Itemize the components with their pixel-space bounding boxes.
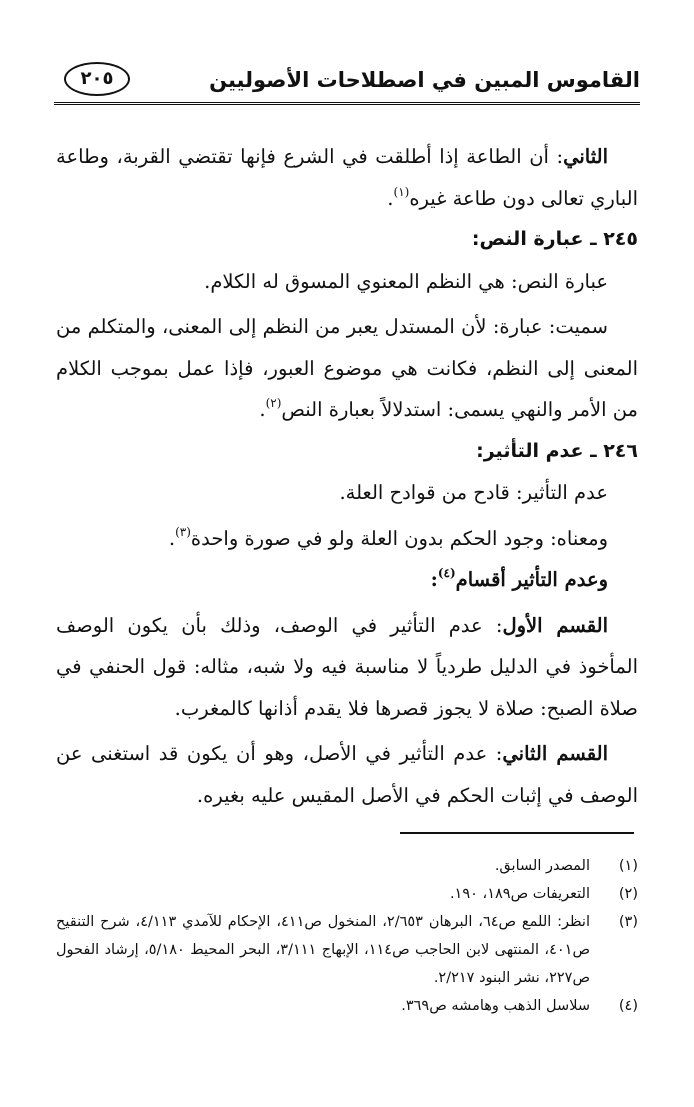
para-text: سميت: عبارة: لأن المستدل يعبر من النظم إلى المعنى، والمتكلم من المعنى إلى النظم، فكانت هي موضوع العبور، فإذا عمل بموجب الكلام من الأمر والنهي يسمى: استدلالاً بعبارة النص	[56, 315, 638, 421]
paragraph-ibarat-definition: عبارة النص: هي النظم المعنوي المسوق له الكلام.	[204, 269, 608, 293]
paragraph-second-reason	[56, 136, 638, 219]
para-end: :	[430, 568, 438, 591]
footnote-ref: (٢)	[265, 396, 282, 410]
footnote-rule	[400, 832, 634, 834]
para-end: .	[168, 526, 176, 550]
footnote-item	[56, 852, 638, 880]
footnote-ref: (٣)	[175, 524, 191, 539]
heading-245: ٢٤٥ ـ عبارة النص:	[471, 228, 638, 250]
para-end: .	[387, 186, 394, 210]
para-lead: الثاني	[563, 145, 608, 168]
footnote-number: (٢)	[618, 886, 638, 902]
para-text: : عدم التأثير في الوصف، وذلك بأن يكون الوصف المأخوذ في الدليل طردياً لا مناسبة فيه ولا شبه، مثاله: قول الحنفي في صلاة الصبح: صلاة لا يجوز قصرها فلا يقدم أذانها كالمغرب.	[56, 613, 638, 720]
footnote-number: (١)	[618, 858, 638, 874]
paragraph-meaning	[56, 518, 638, 560]
para-text: وعدم التأثير أقسام	[455, 568, 608, 591]
footnote-text: انظر: اللمع ص٦٤، البرهان ٢/٦٥٣، المنخول ص٤١١، الإحكام للآمدي ٤/١١٣، شرح التنقيح ص٤٠١، المنتهى لابن الحاجب ص١١٤، الإبهاج ٣/١١١، البحر المحيط ٥/١٨٠، إرشاد الفحول ص٢٢٧، نشر البنود ٢/٢١٧.	[56, 914, 591, 986]
page-number: ٢٠٥	[64, 62, 130, 96]
page-body	[56, 136, 638, 816]
footnote-item	[56, 992, 638, 1020]
footnote-number: (٣)	[618, 914, 638, 930]
paragraph-ibarat-naming	[56, 306, 638, 431]
footnote-ref: (١)	[393, 184, 410, 199]
para-lead: القسم الثاني	[502, 742, 608, 765]
paragraph-adam-tathir-definition: عدم التأثير: قادح من قوادح العلة.	[339, 481, 608, 504]
running-title: القاموس المبين في اصطلاحات الأصوليين	[209, 68, 640, 92]
footnote-text: سلاسل الذهب وهامشه ص٣٦٩.	[401, 998, 590, 1014]
para-text: : عدم التأثير في الأصل، وهو أن يكون قد استغنى عن الوصف في إثبات الحكم في الأصل المقيس عليه بغيره.	[56, 742, 638, 807]
paragraph-types-heading	[56, 559, 638, 601]
footnote-item	[56, 880, 638, 908]
footnote-item	[56, 908, 638, 992]
footnotes	[56, 852, 638, 1020]
para-text: : أن الطاعة إذا أطلقت في الشرع فإنها تقتضي القربة، وطاعة الباري تعالى دون طاعة غيره	[56, 145, 638, 210]
footnote-text: المصدر السابق.	[494, 858, 590, 874]
paragraph-first-type	[56, 605, 638, 730]
footnote-ref: (٤)	[437, 566, 456, 580]
footnote-text: التعريفات ص١٨٩، ١٩٠.	[449, 886, 590, 902]
heading-246: ٢٤٦ ـ عدم التأثير:	[476, 439, 638, 462]
header-rule	[54, 102, 640, 105]
paragraph-second-type	[56, 733, 638, 816]
footnote-number: (٤)	[618, 998, 638, 1014]
page-header	[54, 62, 640, 102]
para-lead: القسم الأول	[502, 613, 608, 637]
para-end: .	[259, 398, 266, 421]
para-text: ومعناه: وجود الحكم بدون العلة ولو في صورة واحدة	[190, 526, 608, 550]
